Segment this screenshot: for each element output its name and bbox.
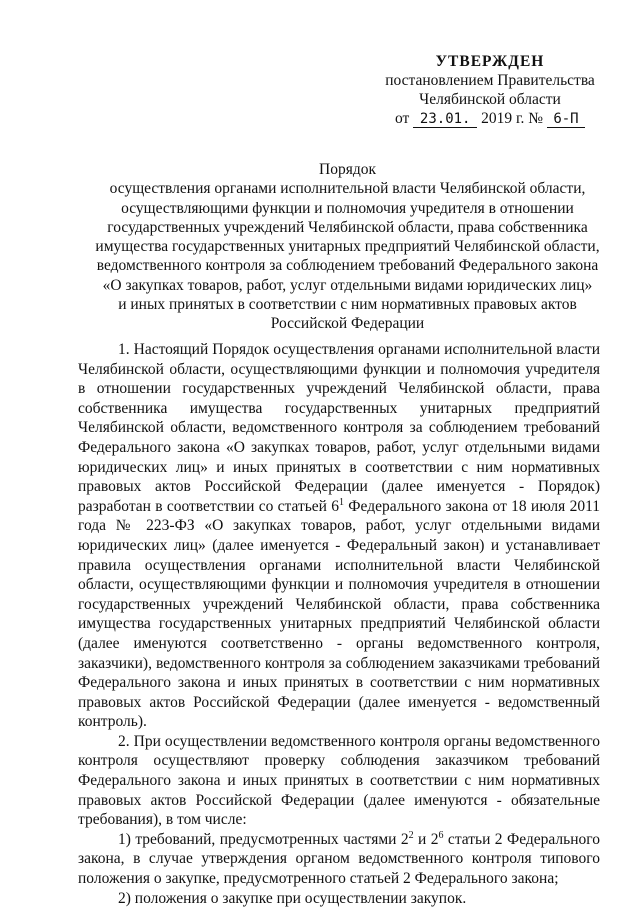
- date-prefix: от: [395, 110, 410, 127]
- title-line: имущества государственных унитарных предприятий Челябинской области,: [95, 238, 600, 256]
- paragraph-3: [78, 830, 600, 889]
- title-line: осуществляющими функции и полномочия учредителя в отношении: [121, 199, 574, 217]
- approved-label: УТВЕРЖДЕН: [435, 53, 545, 70]
- approval-dateline: [370, 109, 610, 128]
- paragraph-1: [78, 340, 600, 732]
- title-line: «О закупках товаров, работ, услуг отдельными видами юридических лиц»: [102, 276, 593, 294]
- approval-line-2: Челябинской области: [419, 91, 561, 108]
- title-line: ведомственного контроля за соблюдением требований Федерального закона: [96, 257, 599, 275]
- title-line: государственных учреждений Челябинской области, права собственника: [107, 218, 588, 236]
- paragraph-3-text-a: 1) требований, предусмотренных частями 2: [118, 830, 409, 848]
- title-heading: Порядок: [319, 161, 376, 178]
- paragraph-1-text-a: 1. Настоящий Порядок осуществления органами исполнительной власти Челябинской области, осуществляющими функции и полномочия учредителя в отношении государственных учреждений Челябинской области, права собственника имущества государственных унитарных предприятий Челябинской области, ведомственного контроля за соблюдением требований Федерального закона «О закупках товаров, работ, услуг отдельными видами юридических лиц» и иных принятых в соответствии с ним нормативных правовых актов Российской Федерации (далее именуется - Порядок) разработан в соответствии со статьей 6: [78, 341, 600, 515]
- approval-stamp: [370, 52, 610, 128]
- superscript: 2: [408, 829, 414, 841]
- paragraph-3-text-b: и 2: [413, 830, 439, 848]
- superscript: 6: [438, 829, 444, 841]
- approval-line-1: постановлением Правительства: [385, 72, 595, 89]
- approval-date: 23.01.: [413, 112, 477, 128]
- paragraph-4: 2) положения о закупке при осуществлении закупок.: [118, 889, 467, 907]
- paragraph-2: 2. При осуществлении ведомственного контроля органы ведомственного контроля осуществляют проверку соблюдения заказчиком требований Федерального закона и иных принятых в соответствии с ним нормативных правовых актов Российской Федерации (далее именуются - обязательные требования), в том числе:: [78, 732, 600, 829]
- title-line: и иных принятых в соответствии с ним нормативных правовых актов: [118, 296, 577, 314]
- document-title: [60, 160, 635, 334]
- approval-number: 6-П: [547, 112, 585, 128]
- title-line: Российской Федерации: [270, 315, 425, 333]
- document-body: [78, 340, 600, 908]
- title-line: осуществления органами исполнительной власти Челябинской области,: [109, 180, 586, 198]
- paragraph-1-text-b: Федерального закона от 18 июля 2011 года № 223-ФЗ «О закупках товаров, работ, услуг отдельными видами юридических лиц» (далее именуется - Федеральный закон) и устанавливает правила осуществления органами исполнительной власти Челябинской области, осуществляющими функции и полномочия учредителя в отношении государственных учреждений Челябинской области, права собственника имущества государственных унитарных предприятий Челябинской области (далее именуются соответственно - органы ведомственного контроля, заказчики), ведомственного контроля за соблюдением заказчиками требований Федерального закона и иных принятых в соответствии с ним нормативных правовых актов Российской Федерации (далее именуется - ведомственный контроль).: [78, 497, 600, 731]
- paragraph-3-text-c: статьи 2 Федерального закона, в случае утверждения органом ведомственного контроля типового положения о закупке, предусмотренного статьей 2 Федерального закона;: [78, 830, 601, 888]
- superscript: 1: [339, 496, 344, 508]
- approval-year: 2019 г. №: [481, 110, 544, 127]
